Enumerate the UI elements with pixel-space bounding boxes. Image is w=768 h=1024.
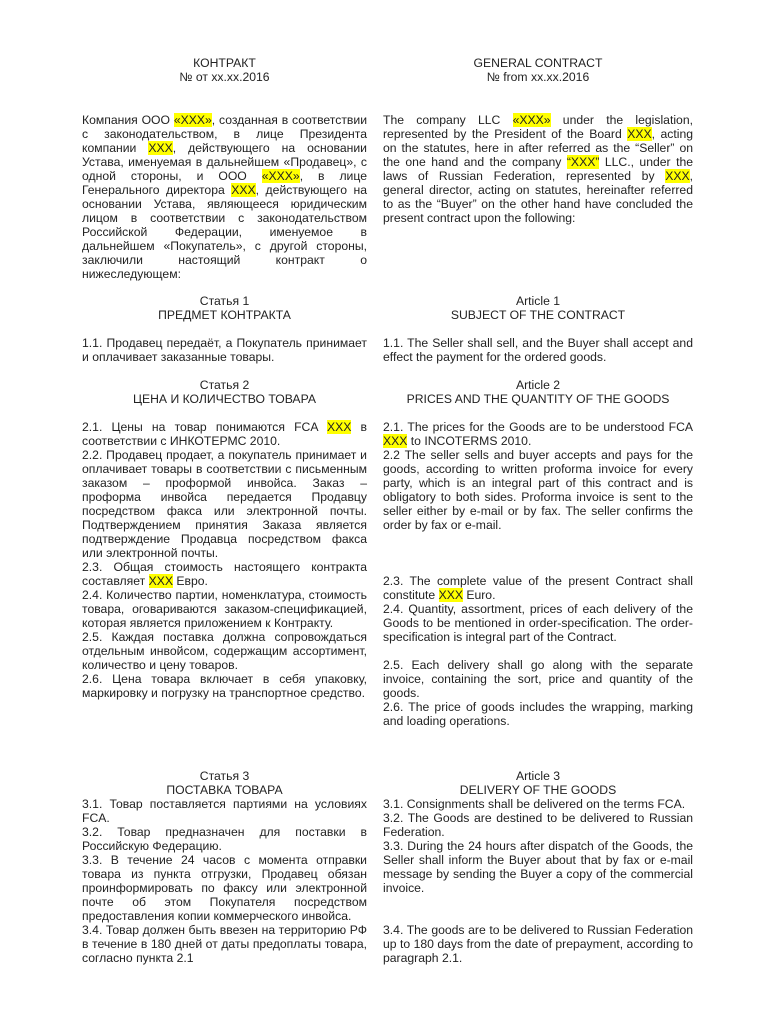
text-run: Компания ООО	[82, 113, 174, 127]
placeholder-highlight: XXX	[438, 588, 463, 602]
en-article-2-title: PRICES AND THE QUANTITY OF THE GOODS	[406, 392, 670, 406]
ru-article-1-title: ПРЕДМЕТ КОНТРАКТА	[158, 308, 291, 322]
placeholder-highlight: «XXX»	[512, 113, 551, 127]
ru-article-1-heading	[82, 294, 367, 322]
placeholder-highlight: «XXX»	[261, 169, 300, 183]
en-article-3-clauses-b	[383, 923, 693, 965]
placeholder-highlight: «XXX»	[173, 113, 212, 127]
en-article-1-title: SUBJECT OF THE CONTRACT	[450, 308, 626, 322]
en-article-2-heading	[383, 378, 693, 406]
placeholder-highlight: XXX	[627, 127, 652, 141]
text-run: 1.1. The Seller shall sell, and the Buyer shall accept and effect the payment for the ordered goods.	[383, 336, 693, 364]
text-run: 3.1. Товар поставляется партиями на условиях FCA.	[82, 797, 367, 825]
text-run: Euro.	[462, 588, 496, 602]
text-run: 2.4. Количество партии, номенклатура, стоимость товара, оговариваются заказом-спецификацией, которая является приложением к Контракту.	[82, 588, 367, 630]
ru-clause-1-1	[82, 336, 367, 364]
ru-article-2-clauses	[82, 420, 367, 700]
ru-article-3-title: ПОСТАВКА ТОВАРА	[166, 783, 283, 797]
text-run: 2.2. Продавец продает, а покупатель принимает и оплачивает товары в соответствии с письменным заказом – проформой инвойса. Заказ – проформа инвойса передается Продавцу посредством факса или электронной почты. Подтверждением принятия Заказа является подтверждение Продавца посредством факса или электронной почты.	[82, 448, 367, 560]
text-run: 1.1. Продавец передаёт, а Покупатель принимает и оплачивает заказанные товары.	[82, 336, 367, 364]
ru-contract-title: КОНТРАКТ	[193, 56, 256, 70]
en-article-2-clauses-c	[383, 658, 693, 728]
text-run: under the legislation, represented by the President of the Board	[383, 113, 693, 141]
placeholder-highlight: XXX	[326, 420, 352, 434]
en-article-3-clauses-a	[383, 797, 693, 895]
text-run: The company LLC	[383, 113, 513, 127]
en-article-2-number: Article 2	[515, 378, 561, 392]
en-header	[383, 56, 693, 84]
en-contract-title: GENERAL CONTRACT	[473, 56, 603, 70]
en-article-3-title: DELIVERY OF THE GOODS	[459, 783, 617, 797]
placeholder-highlight: XXX	[383, 434, 408, 448]
text-run: 2.3. The complete value of the present Contract shall constitute	[383, 574, 693, 602]
text-run: , действующего на основании Устава, являющееся юридическим лицом в соответствии с законодательством Российской Федерации, именуемое в дальнейшем «Покупатель», с другой стороны, заключили настоящий контракт о нижеследующем:	[82, 183, 367, 281]
text-run: 2.5. Each delivery shall go along with the separate invoice, containing the sort, price and quantity of the goods.	[383, 658, 693, 700]
en-clause-1-1	[383, 336, 693, 364]
text-run: 3.2. The Goods are destined to be delivered to Russian Federation.	[383, 811, 693, 839]
text-run: , созданная в соответствии с законодательством, в лице Президента компании	[82, 113, 367, 155]
text-run: Евро.	[172, 574, 208, 588]
ru-contract-number: № от xx.xx.2016	[179, 70, 270, 84]
text-run: 3.3. В течение 24 часов с момента отправки товара из пункта отгрузки, Продавец обязан проинформировать по факсу или электронной почте об этом Покупателя посредством предоставления копии коммерческого инвойса.	[82, 853, 367, 923]
ru-article-3-clauses	[82, 797, 367, 965]
en-article-1-number: Article 1	[515, 294, 561, 308]
text-run: 3.4. The goods are to be delivered to Russian Federation up to 180 days from the date of prepayment, according to paragraph 2.1.	[383, 923, 693, 965]
text-run: 2.2 The seller sells and buyer accepts and pays for the goods, according to written proforma invoice for every party, which is an integral part of this contract and is obligatory to both sides. Proforma invoice is sent to the seller either by e-mail or by fax. The seller confirms the order by fax or e-mail.	[383, 448, 693, 532]
ru-article-2-number: Статья 2	[199, 378, 250, 392]
text-run: 3.3. During the 24 hours after dispatch of the Goods, the Seller shall inform the Buyer about that by fax or e-mail message by sending the Buyer a copy of the commercial invoice.	[383, 839, 693, 895]
text-run: 3.4. Товар должен быть ввезен на территорию РФ в течение в 180 дней от даты предоплаты товара, согласно пункта 2.1	[82, 923, 367, 965]
ru-header	[82, 56, 367, 84]
text-run: 3.2. Товар предназначен для поставки в Российскую Федерацию.	[82, 825, 367, 853]
en-article-2-clauses-b	[383, 574, 693, 644]
ru-preamble	[82, 113, 367, 281]
placeholder-highlight: XXX	[231, 183, 256, 197]
placeholder-highlight: XXX	[665, 169, 690, 183]
ru-article-2-title: ЦЕНА И КОЛИЧЕСТВО ТОВАРА	[132, 392, 317, 406]
placeholder-highlight: “XXX”	[566, 155, 600, 169]
text-run: 2.6. The price of goods includes the wrapping, marking and loading operations.	[383, 700, 693, 728]
text-run: LLC., under the laws of Russian Federation, represented by	[383, 155, 694, 183]
text-run: 2.5. Каждая поставка должна сопровождаться отдельным инвойсом, содержащим ассортимент, количество и цену товаров.	[82, 630, 367, 672]
en-preamble	[383, 113, 693, 225]
text-run: 2.1. The prices for the Goods are to be understood FCA	[383, 420, 693, 434]
en-article-3-number: Article 3	[515, 769, 561, 783]
text-run: , general director, acting on statutes, hereinafter referred to as the “Buyer” on the other hand have concluded the present contract upon the following:	[383, 169, 693, 225]
placeholder-highlight: XXX	[148, 574, 173, 588]
text-run: в соответствии с ИНКОТЕРМС 2010.	[82, 420, 367, 448]
en-article-1-heading	[383, 294, 693, 322]
ru-article-3-heading	[82, 769, 367, 797]
en-article-3-heading	[383, 769, 693, 797]
text-run: 2.3. Общая стоимость настоящего контракта составляет	[82, 560, 367, 588]
text-run: to INCOTERMS 2010.	[407, 434, 532, 448]
text-run: 2.4. Quantity, assortment, prices of each delivery of the Goods to be mentioned in order-specification. The order-specification is integral part of the Contract.	[383, 602, 693, 644]
text-run: , действующего на основании Устава, именуемая в дальнейшем «Продавец», с одной стороны, и ООО	[82, 141, 367, 183]
en-contract-number: № from xx.xx.2016	[486, 70, 590, 84]
text-run: 2.1. Цены на товар понимаются FCA	[82, 420, 327, 434]
placeholder-highlight: XXX	[148, 141, 173, 155]
text-run: 3.1. Consignments shall be delivered on the terms FCA.	[383, 797, 686, 811]
ru-article-1-number: Статья 1	[199, 294, 250, 308]
text-run: , acting on the statutes, here in after referred as the “Seller” on the one hand and the company	[383, 127, 693, 169]
ru-article-3-number: Статья 3	[199, 769, 250, 783]
en-article-2-clauses-a	[383, 420, 693, 532]
text-run: 2.6. Цена товара включает в себя упаковку, маркировку и погрузку на транспортное средство.	[82, 672, 367, 700]
text-run: , в лице Генерального директора	[82, 169, 367, 197]
ru-article-2-heading	[82, 378, 367, 406]
